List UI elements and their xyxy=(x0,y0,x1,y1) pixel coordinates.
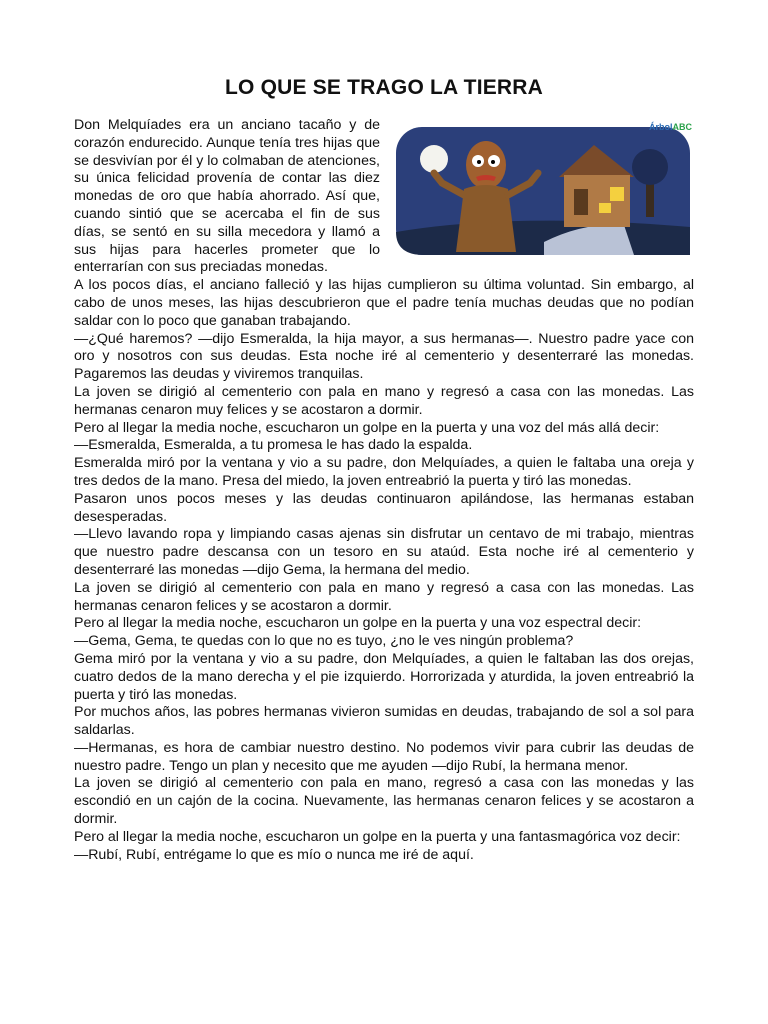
story-illustration xyxy=(394,117,694,257)
paragraph: A los pocos días, el anciano falleció y las hijas cumplieron su última voluntad. Sin embargo, al cabo de unos meses, las hijas descubrieron que el padre tenía muchas deudas que no podían saldar con lo poco que ganaban trabajando. xyxy=(74,277,694,329)
paragraph: Esmeralda miró por la ventana y vio a su padre, don Melquíades, a quien le faltaba una oreja y tres dedos de la mano. Presa del miedo, la joven entreabrió la puerta y tiró las monedas. xyxy=(74,455,694,489)
paragraph: —Hermanas, es hora de cambiar nuestro destino. No podemos vivir para cubrir las deudas de nuestro padre. Tengo un plan y necesito que me ayuden —dijo Rubí, la hermana menor. xyxy=(74,739,694,774)
paragraph: —Rubí, Rubí, entrégame lo que es mío o nunca me iré de aquí. xyxy=(74,846,474,863)
paragraph: Pero al llegar la media noche, escucharon un golpe en la puerta y una voz espectral decir: xyxy=(74,615,642,632)
night-scene-illustration xyxy=(394,117,694,257)
paragraph: La joven se dirigió al cementerio con pala en mano y regresó a casa con las monedas. Las hermanas cenaron felices y se acostaron a dormir. xyxy=(74,579,694,614)
paragraph: Pasaron unos pocos meses y las deudas continuaron apilándose, las hermanas estaban desesperadas. xyxy=(74,490,694,525)
paragraph: Por muchos años, las pobres hermanas vivieron sumidas en deudas, trabajando de sol a sol para saldarlas. xyxy=(74,704,694,739)
paragraph: La joven se dirigió al cementerio con pala en mano y regresó a casa con las monedas. Las hermanas cenaron muy felices y se acostaron a dormir. xyxy=(74,383,694,418)
paragraph: Pero al llegar la media noche, escucharon un golpe en la puerta y una fantasmagórica voz decir: xyxy=(74,828,681,845)
paragraph: Don Melquíades era un anciano tacaño y de corazón endurecido. Aunque tenía tres hijas que se desvivían por él y lo colmaban de atenciones, su única felicidad provenía de contar las diez monedas de oro que había ahorrado. Así que, cuando sintió que se acercaba el fin de sus días, se sentó en su silla mecedora y llamó a sus hijas para hacerles prometer que lo enterrarían con sus preciadas monedas. xyxy=(74,117,381,276)
paragraph: —Gema, Gema, te quedas con lo que no es tuyo, ¿no le ves ningún problema? xyxy=(74,633,574,650)
paragraph: —¿Qué haremos? —dijo Esmeralda, la hija mayor, a sus hermanas—. Nuestro padre yace con oro y nosotros con sus deudas. Esta noche iré al cementerio y desenterraré las monedas. Pagaremos las deudas y viviremos tranquilas. xyxy=(74,330,694,383)
brand-logo: ÁrbolABC xyxy=(649,122,692,132)
paragraph: Pero al llegar la media noche, escucharon un golpe en la puerta y una voz del más allá decir: xyxy=(74,419,660,436)
story-title: LO QUE SE TRAGO LA TIERRA xyxy=(224,76,544,99)
paragraph: La joven se dirigió al cementerio con pala en mano, regresó a casa con las monedas y las escondió en un cajón de la cocina. Nuevamente, las hermanas cenaron felices y se acostaron a dormir. xyxy=(74,775,694,828)
paragraph: Gema miró por la ventana y vio a su padre, don Melquíades, a quien le faltaban las dos orejas, cuatro dedos de la mano derecha y el pie izquierdo. Horrorizada y aturdida, la joven entreabrió la puerta y tiró las monedas. xyxy=(74,650,694,703)
story-body xyxy=(74,117,694,864)
paragraph: —Llevo lavando ropa y limpiando casas ajenas sin disfrutar un centavo de mi trabajo, mientras que nuestro padre descansa con un tesoro en su ataúd. Esta noche iré al cementerio y desenterraré las monedas —dijo Gema, la hermana del medio. xyxy=(74,526,694,578)
paragraph: —Esmeralda, Esmeralda, a tu promesa le has dado la espalda. xyxy=(74,437,473,454)
